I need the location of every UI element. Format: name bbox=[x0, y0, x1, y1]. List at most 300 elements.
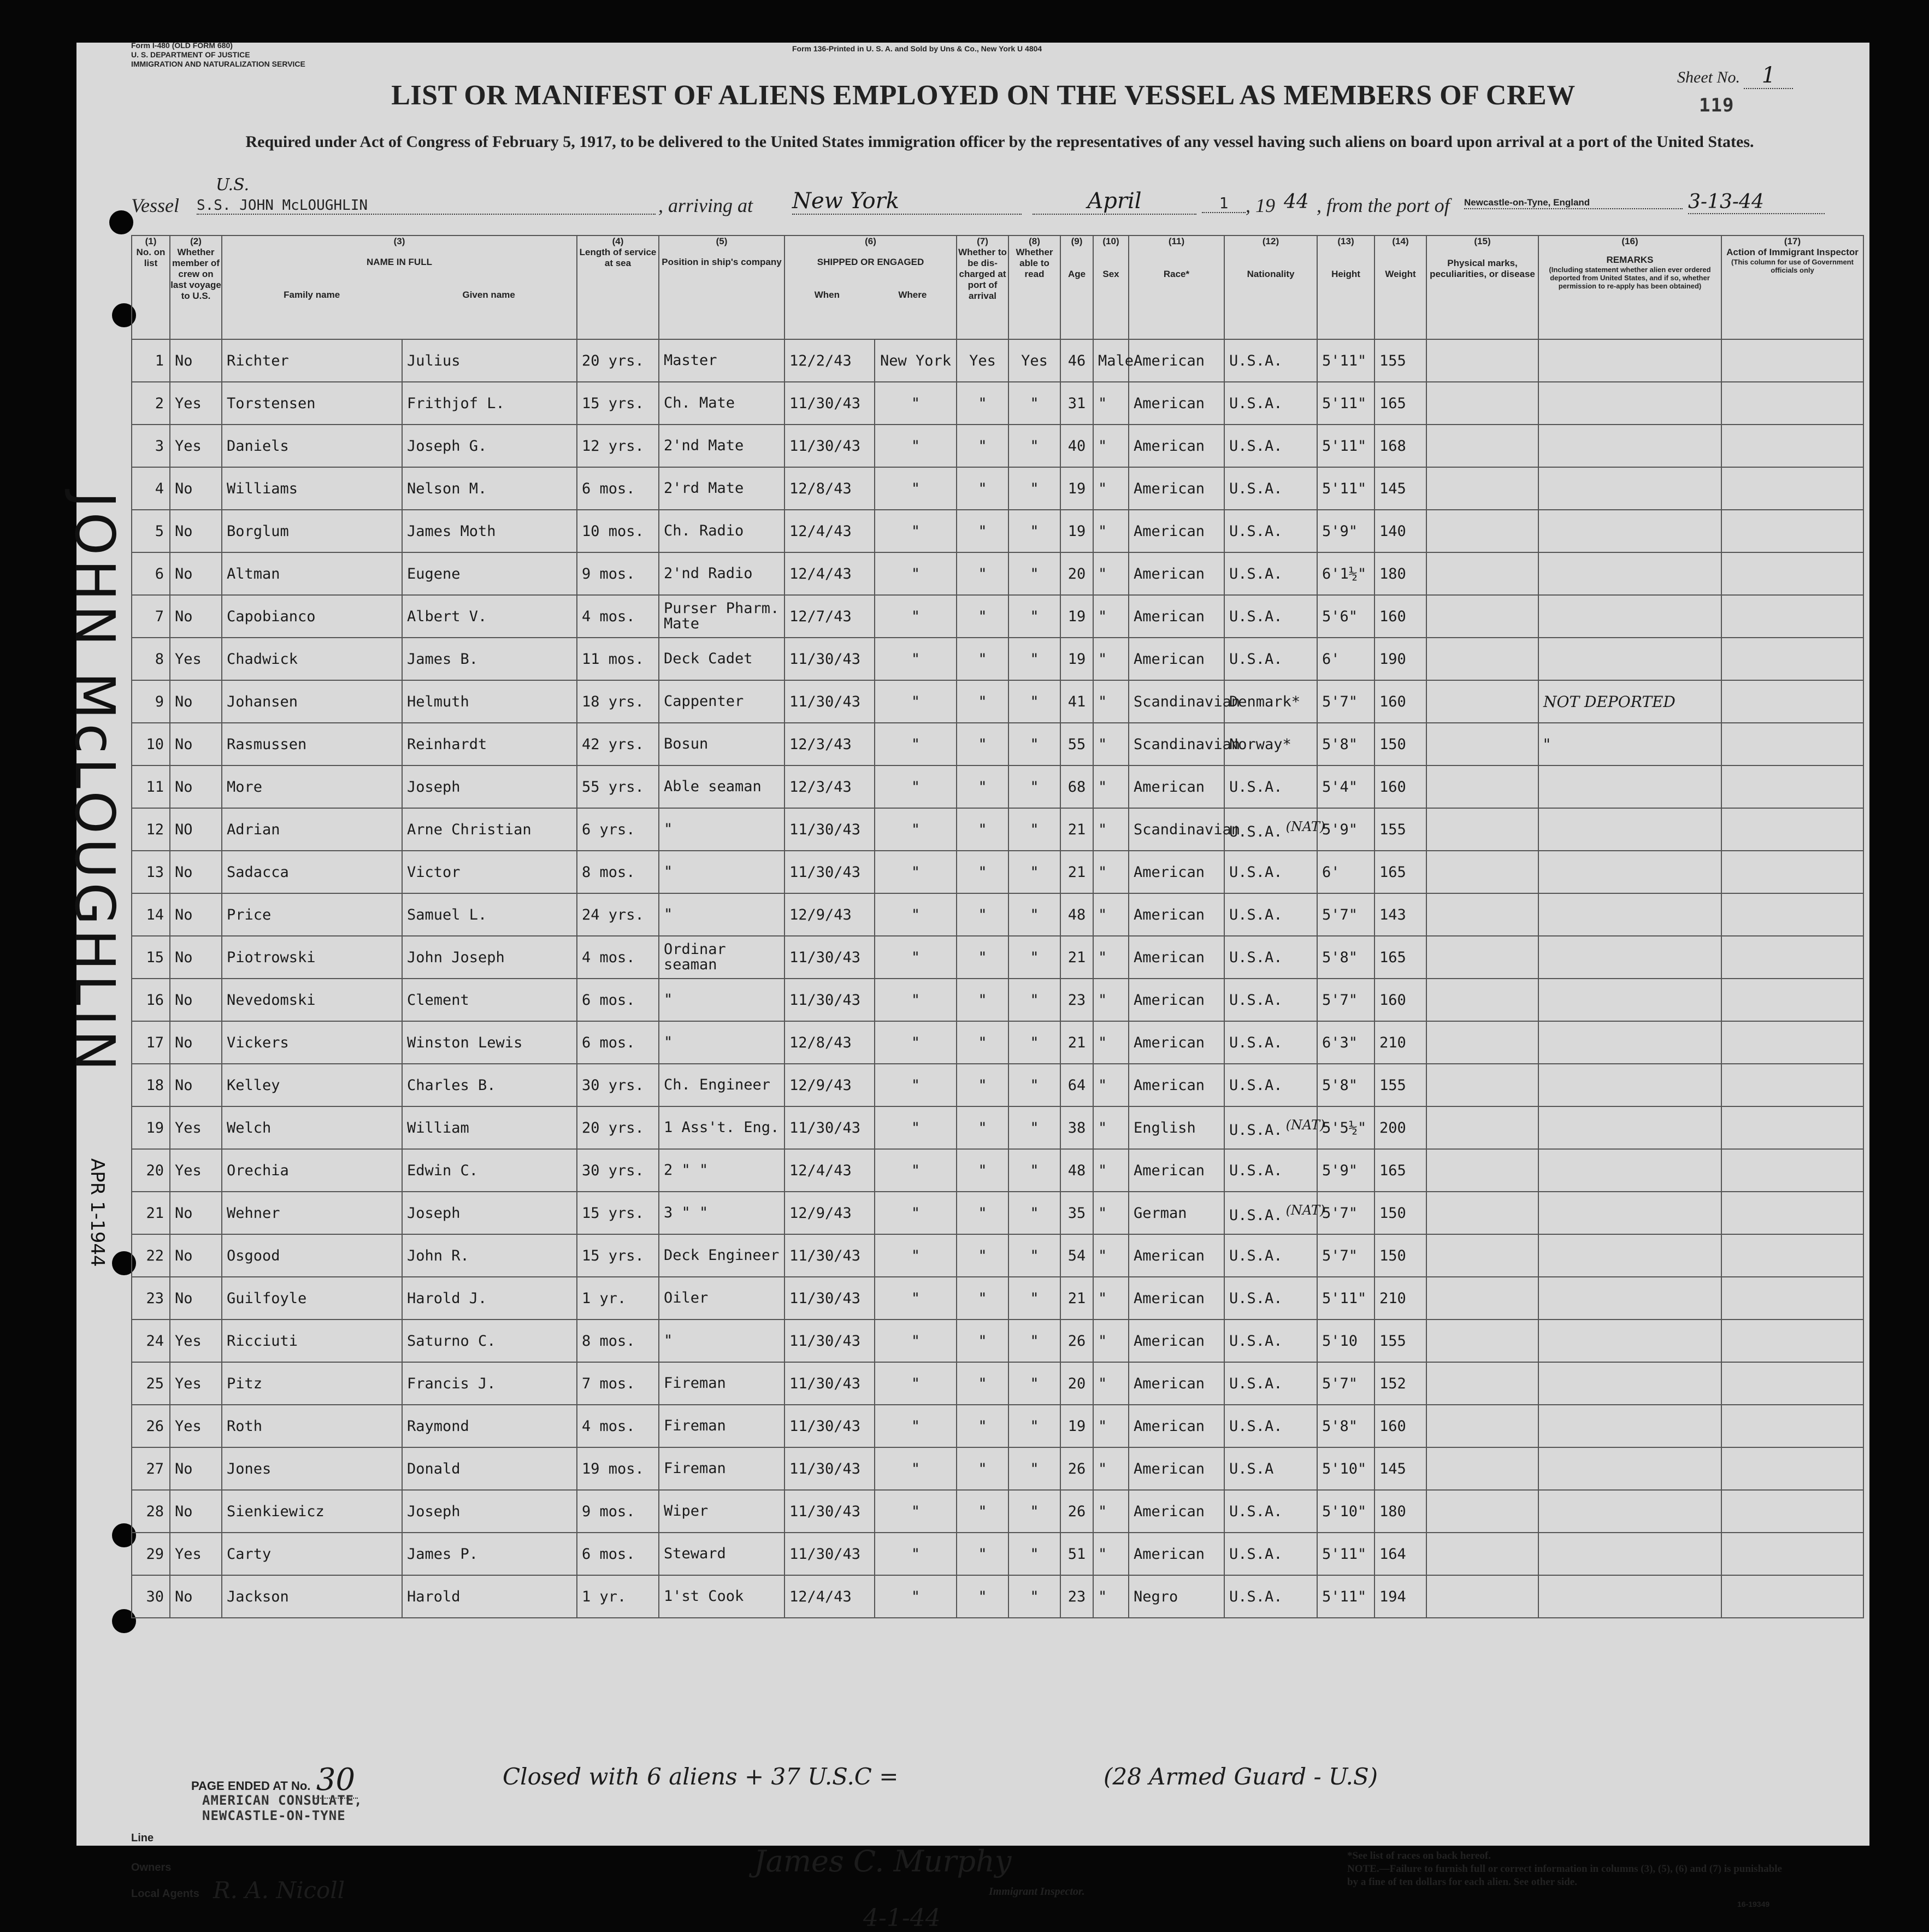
crew-remarks bbox=[1538, 893, 1721, 936]
crew-nationality: U.S.A. bbox=[1224, 1405, 1317, 1447]
crew-nationality: U.S.A. bbox=[1224, 510, 1317, 552]
crew-member: Yes bbox=[170, 382, 222, 425]
crew-read: " bbox=[1008, 1362, 1060, 1405]
crew-weight: 160 bbox=[1375, 1405, 1426, 1447]
col-height-header: (13) Height bbox=[1317, 235, 1375, 339]
crew-no: 27 bbox=[132, 1447, 170, 1490]
crew-race: American bbox=[1129, 595, 1224, 638]
crew-read: Yes bbox=[1008, 339, 1060, 382]
crew-position: Deck Engineer bbox=[659, 1234, 784, 1277]
crew-age: 21 bbox=[1060, 851, 1093, 893]
table-row bbox=[132, 1234, 1863, 1277]
crew-member: No bbox=[170, 1234, 222, 1277]
crew-discharge: " bbox=[957, 851, 1008, 893]
crew-age: 26 bbox=[1060, 1447, 1093, 1490]
crew-height: 5'11" bbox=[1317, 339, 1375, 382]
crew-table bbox=[131, 235, 1864, 1618]
crew-sex: " bbox=[1093, 467, 1129, 510]
crew-nationality: Denmark* bbox=[1224, 680, 1317, 723]
crew-member: No bbox=[170, 1490, 222, 1533]
crew-member: Yes bbox=[170, 1362, 222, 1405]
crew-given-name: Joseph bbox=[402, 765, 577, 808]
crew-shipped-when: 11/30/43 bbox=[784, 1362, 875, 1405]
naturalized-note: (NAT) bbox=[1285, 1117, 1325, 1133]
crew-read: " bbox=[1008, 765, 1060, 808]
crew-service: 6 mos. bbox=[577, 467, 659, 510]
crew-marks bbox=[1426, 1021, 1538, 1064]
table-row bbox=[132, 723, 1863, 765]
crew-shipped-where: " bbox=[875, 552, 957, 595]
table-row bbox=[132, 808, 1863, 851]
crew-no: 16 bbox=[132, 979, 170, 1021]
crew-shipped-where: " bbox=[875, 1192, 957, 1234]
crew-race: American bbox=[1129, 851, 1224, 893]
crew-marks bbox=[1426, 595, 1538, 638]
crew-remarks bbox=[1538, 425, 1721, 467]
crew-action bbox=[1721, 467, 1863, 510]
crew-shipped-where: " bbox=[875, 1320, 957, 1362]
table-row bbox=[132, 1362, 1863, 1405]
crew-read: " bbox=[1008, 425, 1060, 467]
crew-race: American bbox=[1129, 765, 1224, 808]
crew-given-name: John R. bbox=[402, 1234, 577, 1277]
crew-shipped-when: 11/30/43 bbox=[784, 1447, 875, 1490]
crew-member: No bbox=[170, 979, 222, 1021]
crew-family-name: Jones bbox=[222, 1447, 402, 1490]
crew-remarks bbox=[1538, 936, 1721, 979]
crew-given-name: Edwin C. bbox=[402, 1149, 577, 1192]
crew-family-name: Osgood bbox=[222, 1234, 402, 1277]
crew-marks bbox=[1426, 1533, 1538, 1575]
crew-marks bbox=[1426, 339, 1538, 382]
crew-family-name: Jackson bbox=[222, 1575, 402, 1618]
crew-discharge: " bbox=[957, 1064, 1008, 1106]
crew-age: 64 bbox=[1060, 1064, 1093, 1106]
crew-age: 19 bbox=[1060, 595, 1093, 638]
crew-age: 35 bbox=[1060, 1192, 1093, 1234]
crew-weight: 152 bbox=[1375, 1362, 1426, 1405]
form-code: 16-19349 bbox=[1737, 1900, 1770, 1909]
crew-service: 6 mos. bbox=[577, 1533, 659, 1575]
crew-read: " bbox=[1008, 1277, 1060, 1320]
crew-weight: 150 bbox=[1375, 723, 1426, 765]
crew-action bbox=[1721, 1149, 1863, 1192]
crew-weight: 165 bbox=[1375, 851, 1426, 893]
crew-shipped-where: " bbox=[875, 979, 957, 1021]
crew-read: " bbox=[1008, 808, 1060, 851]
crew-service: 42 yrs. bbox=[577, 723, 659, 765]
table-row bbox=[132, 1490, 1863, 1533]
crew-member: No bbox=[170, 680, 222, 723]
crew-member: Yes bbox=[170, 1405, 222, 1447]
crew-weight: 165 bbox=[1375, 382, 1426, 425]
crew-given-name: Frithjof L. bbox=[402, 382, 577, 425]
crew-family-name: Chadwick bbox=[222, 638, 402, 680]
crew-member: Yes bbox=[170, 1320, 222, 1362]
crew-read: " bbox=[1008, 382, 1060, 425]
crew-weight: 160 bbox=[1375, 979, 1426, 1021]
table-row bbox=[132, 1064, 1863, 1106]
crew-shipped-when: 12/9/43 bbox=[784, 1192, 875, 1234]
crew-height: 5'7" bbox=[1317, 979, 1375, 1021]
crew-race: Scandinavian bbox=[1129, 723, 1224, 765]
crew-no: 6 bbox=[132, 552, 170, 595]
crew-given-name: James B. bbox=[402, 638, 577, 680]
crew-weight: 155 bbox=[1375, 1064, 1426, 1106]
crew-age: 31 bbox=[1060, 382, 1093, 425]
crew-service: 20 yrs. bbox=[577, 339, 659, 382]
crew-member: No bbox=[170, 851, 222, 893]
crew-read: " bbox=[1008, 595, 1060, 638]
crew-nationality: U.S.A. bbox=[1224, 1277, 1317, 1320]
crew-shipped-when: 12/9/43 bbox=[784, 1064, 875, 1106]
table-row bbox=[132, 595, 1863, 638]
crew-position: Bosun bbox=[659, 723, 784, 765]
crew-family-name: Carty bbox=[222, 1533, 402, 1575]
crew-discharge: " bbox=[957, 936, 1008, 979]
crew-nationality: U.S.A. bbox=[1224, 893, 1317, 936]
crew-given-name: Nelson M. bbox=[402, 467, 577, 510]
table-row bbox=[132, 1320, 1863, 1362]
crew-position: 1'st Cook bbox=[659, 1575, 784, 1618]
crew-height: 5'10 bbox=[1317, 1320, 1375, 1362]
crew-remarks bbox=[1538, 1320, 1721, 1362]
crew-position: Ch. Mate bbox=[659, 382, 784, 425]
crew-action bbox=[1721, 1362, 1863, 1405]
crew-shipped-where: " bbox=[875, 1021, 957, 1064]
crew-member: No bbox=[170, 552, 222, 595]
crew-no: 15 bbox=[132, 936, 170, 979]
crew-position: Able seaman bbox=[659, 765, 784, 808]
crew-read: " bbox=[1008, 1106, 1060, 1149]
crew-family-name: Sienkiewicz bbox=[222, 1490, 402, 1533]
crew-no: 29 bbox=[132, 1533, 170, 1575]
printer-note: Form 136-Printed in U. S. A. and Sold by Uns & Co., New York U 4804 bbox=[792, 44, 1042, 53]
guard-note: (28 Armed Guard - U.S) bbox=[1104, 1763, 1378, 1790]
crew-family-name: Capobianco bbox=[222, 595, 402, 638]
crew-discharge: " bbox=[957, 1447, 1008, 1490]
col-no-header: (1) No. on list bbox=[132, 235, 170, 339]
crew-marks bbox=[1426, 765, 1538, 808]
table-row bbox=[132, 851, 1863, 893]
crew-weight: 160 bbox=[1375, 765, 1426, 808]
crew-discharge: " bbox=[957, 1533, 1008, 1575]
crew-height: 5'7" bbox=[1317, 680, 1375, 723]
crew-marks bbox=[1426, 1405, 1538, 1447]
crew-remarks bbox=[1538, 595, 1721, 638]
stamp-number: 119 bbox=[1699, 95, 1735, 116]
crew-discharge: " bbox=[957, 1362, 1008, 1405]
crew-shipped-when: 12/3/43 bbox=[784, 723, 875, 765]
crew-member: No bbox=[170, 510, 222, 552]
crew-age: 19 bbox=[1060, 510, 1093, 552]
crew-no: 2 bbox=[132, 382, 170, 425]
crew-height: 5'4" bbox=[1317, 765, 1375, 808]
crew-marks bbox=[1426, 1277, 1538, 1320]
departure-port: Newcastle-on-Tyne, England bbox=[1464, 194, 1683, 209]
crew-given-name: Albert V. bbox=[402, 595, 577, 638]
arrival-month: April bbox=[1033, 189, 1196, 215]
crew-age: 46 bbox=[1060, 339, 1093, 382]
crew-remarks bbox=[1538, 979, 1721, 1021]
crew-race: American bbox=[1129, 1362, 1224, 1405]
requirement-text: Required under Act of Congress of February 5, 1917, to be delivered to the United States immigration officer by the representatives of any vessel having such aliens on board upon arrival at a port of the United States. bbox=[245, 133, 1754, 151]
crew-sex: " bbox=[1093, 382, 1129, 425]
crew-action bbox=[1721, 979, 1863, 1021]
form-number: Form I-480 (OLD FORM 680) bbox=[131, 41, 233, 50]
crew-marks bbox=[1426, 1149, 1538, 1192]
crew-given-name: Reinhardt bbox=[402, 723, 577, 765]
crew-discharge: " bbox=[957, 467, 1008, 510]
crew-service: 15 yrs. bbox=[577, 1234, 659, 1277]
crew-position: Fireman bbox=[659, 1447, 784, 1490]
table-row bbox=[132, 1405, 1863, 1447]
crew-marks bbox=[1426, 1234, 1538, 1277]
consulate-stamp: AMERICAN CONSULATE, NEWCASTLE-ON-TYNE bbox=[202, 1793, 363, 1823]
crew-race: American bbox=[1129, 1064, 1224, 1106]
crew-weight: 140 bbox=[1375, 510, 1426, 552]
crew-remarks bbox=[1538, 1575, 1721, 1618]
crew-marks bbox=[1426, 638, 1538, 680]
crew-read: " bbox=[1008, 1149, 1060, 1192]
crew-marks bbox=[1426, 936, 1538, 979]
crew-no: 18 bbox=[132, 1064, 170, 1106]
crew-family-name: Piotrowski bbox=[222, 936, 402, 979]
service-name: IMMIGRATION AND NATURALIZATION SERVICE bbox=[131, 60, 305, 68]
crew-discharge: " bbox=[957, 595, 1008, 638]
crew-weight: 200 bbox=[1375, 1106, 1426, 1149]
crew-action bbox=[1721, 382, 1863, 425]
crew-no: 28 bbox=[132, 1490, 170, 1533]
crew-age: 20 bbox=[1060, 552, 1093, 595]
crew-sex: " bbox=[1093, 638, 1129, 680]
crew-remarks bbox=[1538, 1533, 1721, 1575]
crew-remarks bbox=[1538, 552, 1721, 595]
crew-marks bbox=[1426, 723, 1538, 765]
crew-height: 6'1½" bbox=[1317, 552, 1375, 595]
crew-position: Wiper bbox=[659, 1490, 784, 1533]
crew-service: 30 yrs. bbox=[577, 1149, 659, 1192]
crew-given-name: Joseph bbox=[402, 1490, 577, 1533]
crew-shipped-when: 12/7/43 bbox=[784, 595, 875, 638]
crew-height: 5'11" bbox=[1317, 1277, 1375, 1320]
crew-height: 5'10" bbox=[1317, 1447, 1375, 1490]
crew-position: 2'nd Radio bbox=[659, 552, 784, 595]
table-row bbox=[132, 1149, 1863, 1192]
crew-discharge: " bbox=[957, 1575, 1008, 1618]
crew-sex: " bbox=[1093, 851, 1129, 893]
crew-no: 26 bbox=[132, 1405, 170, 1447]
crew-shipped-where: " bbox=[875, 595, 957, 638]
crew-table-body bbox=[132, 339, 1863, 1618]
crew-race: Scandinavian bbox=[1129, 680, 1224, 723]
crew-service: 30 yrs. bbox=[577, 1064, 659, 1106]
crew-race: American bbox=[1129, 382, 1224, 425]
crew-nationality: U.S.A. bbox=[1224, 1021, 1317, 1064]
crew-given-name: Charles B. bbox=[402, 1064, 577, 1106]
crew-marks bbox=[1426, 1106, 1538, 1149]
crew-nationality: U.S.A. bbox=[1224, 979, 1317, 1021]
crew-remarks bbox=[1538, 851, 1721, 893]
crew-height: 5'9" bbox=[1317, 510, 1375, 552]
crew-age: 21 bbox=[1060, 936, 1093, 979]
crew-shipped-where: New York bbox=[875, 339, 957, 382]
crew-nationality: U.S.A. bbox=[1224, 638, 1317, 680]
crew-member: No bbox=[170, 893, 222, 936]
crew-race: American bbox=[1129, 893, 1224, 936]
crew-shipped-where: " bbox=[875, 808, 957, 851]
crew-no: 21 bbox=[132, 1192, 170, 1234]
crew-nationality: U.S.A. bbox=[1224, 382, 1317, 425]
col-sex-header: (10) Sex bbox=[1093, 235, 1129, 339]
crew-given-name: Saturno C. bbox=[402, 1320, 577, 1362]
crew-discharge: " bbox=[957, 1405, 1008, 1447]
crew-remarks bbox=[1538, 1447, 1721, 1490]
crew-read: " bbox=[1008, 552, 1060, 595]
crew-read: " bbox=[1008, 638, 1060, 680]
crew-position: Oiler bbox=[659, 1277, 784, 1320]
crew-discharge: " bbox=[957, 1021, 1008, 1064]
crew-height: 5'8" bbox=[1317, 723, 1375, 765]
crew-age: 40 bbox=[1060, 425, 1093, 467]
crew-given-name: Raymond bbox=[402, 1405, 577, 1447]
crew-given-name: James P. bbox=[402, 1533, 577, 1575]
crew-family-name: Richter bbox=[222, 339, 402, 382]
table-row bbox=[132, 638, 1863, 680]
crew-marks bbox=[1426, 680, 1538, 723]
crew-family-name: Nevedomski bbox=[222, 979, 402, 1021]
col-action-header: (17) Action of Immigrant Inspector (This column for use of Government officials only bbox=[1721, 235, 1863, 339]
crew-weight: 210 bbox=[1375, 1277, 1426, 1320]
crew-discharge: " bbox=[957, 510, 1008, 552]
crew-remarks bbox=[1538, 467, 1721, 510]
crew-remarks bbox=[1538, 1362, 1721, 1405]
crew-sex: " bbox=[1093, 808, 1129, 851]
crew-age: 26 bbox=[1060, 1320, 1093, 1362]
crew-family-name: Ricciuti bbox=[222, 1320, 402, 1362]
inspector-signature: James C. Murphy bbox=[754, 1844, 1012, 1878]
crew-race: Scandinavian bbox=[1129, 808, 1224, 851]
crew-family-name: Rasmussen bbox=[222, 723, 402, 765]
crew-read: " bbox=[1008, 510, 1060, 552]
crew-member: No bbox=[170, 467, 222, 510]
crew-service: 19 mos. bbox=[577, 1447, 659, 1490]
arrival-port: New York bbox=[792, 189, 1022, 215]
crew-family-name: Wehner bbox=[222, 1192, 402, 1234]
crew-member: No bbox=[170, 936, 222, 979]
crew-position: Ch. Engineer bbox=[659, 1064, 784, 1106]
crew-weight: 150 bbox=[1375, 1192, 1426, 1234]
crew-service: 12 yrs. bbox=[577, 425, 659, 467]
crew-no: 3 bbox=[132, 425, 170, 467]
crew-shipped-where: " bbox=[875, 467, 957, 510]
crew-height: 5'11" bbox=[1317, 1575, 1375, 1618]
table-header-row bbox=[132, 235, 1863, 339]
line-label: Line bbox=[131, 1832, 154, 1844]
crew-race: American bbox=[1129, 1490, 1224, 1533]
crew-given-name: John Joseph bbox=[402, 936, 577, 979]
crew-no: 24 bbox=[132, 1320, 170, 1362]
crew-action bbox=[1721, 1447, 1863, 1490]
crew-weight: 160 bbox=[1375, 595, 1426, 638]
crew-shipped-when: 11/30/43 bbox=[784, 680, 875, 723]
crew-read: " bbox=[1008, 1533, 1060, 1575]
crew-member: No bbox=[170, 1192, 222, 1234]
crew-shipped-where: " bbox=[875, 680, 957, 723]
crew-action bbox=[1721, 1021, 1863, 1064]
crew-shipped-when: 12/4/43 bbox=[784, 552, 875, 595]
crew-sex: Male bbox=[1093, 339, 1129, 382]
crew-member: No bbox=[170, 339, 222, 382]
crew-no: 20 bbox=[132, 1149, 170, 1192]
crew-sex: " bbox=[1093, 1320, 1129, 1362]
crew-given-name: Victor bbox=[402, 851, 577, 893]
crew-shipped-where: " bbox=[875, 1149, 957, 1192]
col-race-header: (11) Race* bbox=[1129, 235, 1224, 339]
crew-race: German bbox=[1129, 1192, 1224, 1234]
crew-remarks bbox=[1538, 1405, 1721, 1447]
crew-no: 1 bbox=[132, 339, 170, 382]
crew-nationality: U.S.A. bbox=[1224, 339, 1317, 382]
crew-height: 5'11" bbox=[1317, 467, 1375, 510]
crew-no: 9 bbox=[132, 680, 170, 723]
crew-read: " bbox=[1008, 1575, 1060, 1618]
crew-family-name: Daniels bbox=[222, 425, 402, 467]
crew-height: 5'11" bbox=[1317, 382, 1375, 425]
crew-position: Fireman bbox=[659, 1362, 784, 1405]
col-remarks-header: (16) REMARKS (Including statement whether alien ever ordered deported from United States, and if so, whether permission to re-apply has been obtained) bbox=[1538, 235, 1721, 339]
crew-read: " bbox=[1008, 851, 1060, 893]
crew-position: Cappenter bbox=[659, 680, 784, 723]
crew-read: " bbox=[1008, 1447, 1060, 1490]
crew-position: 3 " " bbox=[659, 1192, 784, 1234]
crew-sex: " bbox=[1093, 552, 1129, 595]
crew-height: 6' bbox=[1317, 638, 1375, 680]
crew-member: No bbox=[170, 723, 222, 765]
crew-action bbox=[1721, 1533, 1863, 1575]
crew-shipped-when: 12/2/43 bbox=[784, 339, 875, 382]
crew-shipped-where: " bbox=[875, 765, 957, 808]
col-read-header: (8) Whether able to read bbox=[1008, 235, 1060, 339]
crew-race: American bbox=[1129, 1447, 1224, 1490]
crew-race: American bbox=[1129, 1533, 1224, 1575]
crew-no: 23 bbox=[132, 1277, 170, 1320]
crew-age: 20 bbox=[1060, 1362, 1093, 1405]
crew-weight: 160 bbox=[1375, 680, 1426, 723]
crew-shipped-when: 11/30/43 bbox=[784, 979, 875, 1021]
crew-weight: 180 bbox=[1375, 1490, 1426, 1533]
table-row bbox=[132, 765, 1863, 808]
col-weight-header: (14) Weight bbox=[1375, 235, 1426, 339]
crew-no: 10 bbox=[132, 723, 170, 765]
crew-given-name: William bbox=[402, 1106, 577, 1149]
crew-action bbox=[1721, 1106, 1863, 1149]
crew-shipped-when: 11/30/43 bbox=[784, 936, 875, 979]
table-row bbox=[132, 510, 1863, 552]
crew-weight: 155 bbox=[1375, 1320, 1426, 1362]
crew-action bbox=[1721, 1405, 1863, 1447]
page-ended: PAGE ENDED AT No. 30 bbox=[191, 1762, 358, 1799]
crew-marks bbox=[1426, 552, 1538, 595]
crew-service: 4 mos. bbox=[577, 936, 659, 979]
crew-shipped-when: 11/30/43 bbox=[784, 1320, 875, 1362]
crew-height: 6' bbox=[1317, 851, 1375, 893]
crew-action bbox=[1721, 638, 1863, 680]
crew-age: 23 bbox=[1060, 1575, 1093, 1618]
table-row bbox=[132, 893, 1863, 936]
crew-shipped-when: 11/30/43 bbox=[784, 1405, 875, 1447]
crew-sex: " bbox=[1093, 893, 1129, 936]
